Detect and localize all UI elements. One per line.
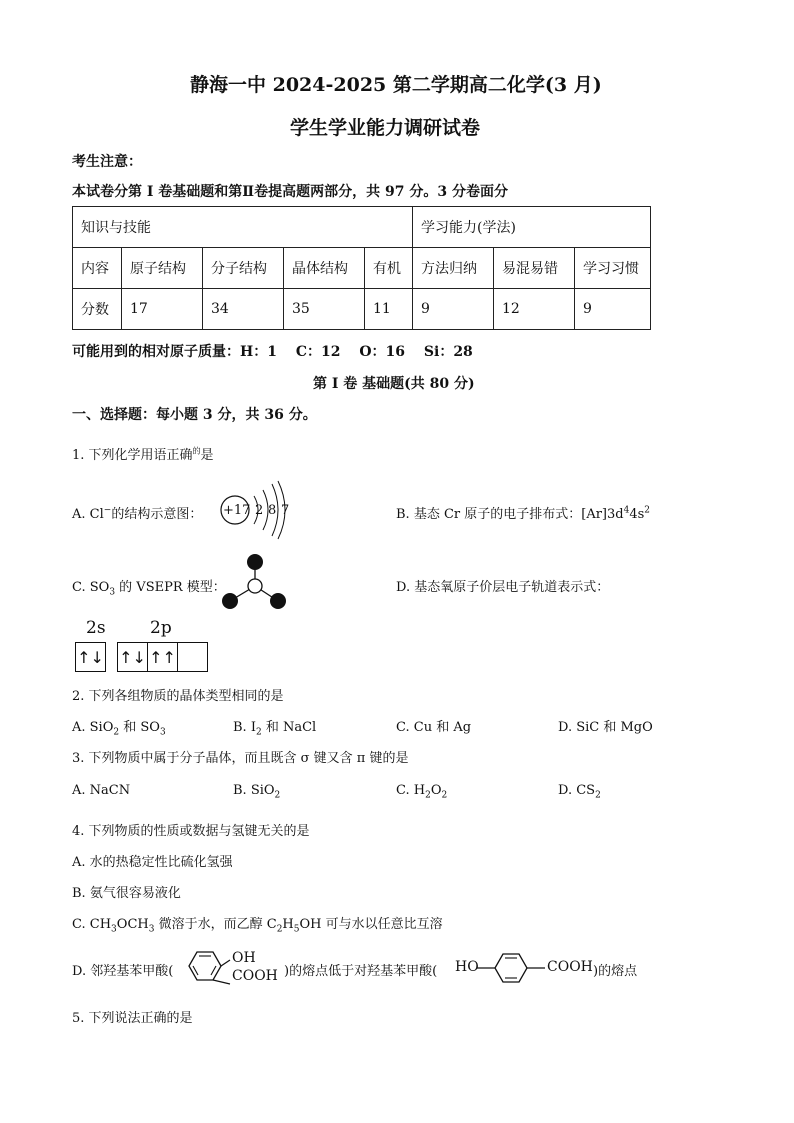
score-cell: 17 bbox=[122, 289, 203, 330]
q2-stem: 2. 下列各组物质的晶体类型相同的是 bbox=[72, 689, 284, 704]
orbital-box-2s bbox=[75, 642, 106, 672]
col-method-summary: 方法归纳 bbox=[413, 248, 494, 289]
q4-option-a: A. 水的热稳定性比硫化氢强 bbox=[72, 855, 233, 870]
row-label-content: 内容 bbox=[73, 248, 122, 289]
chlorine-nucleus-label: +17 bbox=[223, 503, 251, 518]
q4-option-d-middle: )的熔点低于对羟基苯甲酸( bbox=[284, 964, 438, 979]
q3-option-d: D. $CS_2$ bbox=[558, 783, 601, 801]
part1-title: 第 I 卷 基础题(共 80 分) bbox=[313, 376, 475, 392]
row-label-score: 分数 bbox=[73, 289, 122, 330]
col-crystal-structure: 晶体结构 bbox=[284, 248, 365, 289]
notice-text: 本试卷分第 I 卷基础题和第Ⅱ卷提高题两部分，共 97 分。3 分卷面分 bbox=[72, 184, 508, 200]
ortho-hydroxybenzoic-acid-structure bbox=[183, 946, 233, 992]
page-title-line2: 学生学业能力调研试卷 bbox=[290, 117, 481, 139]
orbital-2s-electrons: ↑↓ bbox=[77, 647, 104, 667]
q3-stem: 3. 下列物质中属于分子晶体，而且既含 σ 键又含 π 键的是 bbox=[72, 751, 409, 766]
col-atomic-structure: 原子结构 bbox=[122, 248, 203, 289]
q2-option-d: D. SiC 和 MgO bbox=[558, 720, 653, 735]
orbital-2p-electrons: ↑↓ bbox=[118, 643, 148, 671]
shell-count: 2 bbox=[255, 503, 264, 518]
score-cell: 9 bbox=[413, 289, 494, 330]
section1-title: 一、选择题：每小题 3 分，共 36 分。 bbox=[72, 407, 317, 423]
q1-option-c: C. $SO_3$ 的 VSEPR 模型： bbox=[72, 580, 226, 598]
orbital-label-2s: 2s bbox=[86, 618, 106, 638]
q3-option-c: C. $H_2O_2$ bbox=[396, 783, 448, 801]
score-cell: 12 bbox=[494, 289, 575, 330]
q2-option-c: C. Cu 和 Ag bbox=[396, 720, 472, 735]
q2-option-a: A. SiO$_2$ 和 $SO_3$ bbox=[72, 720, 166, 738]
ortho-cooh-label: COOH bbox=[232, 968, 278, 984]
q2-option-b: B. $I_2$ 和 NaCl bbox=[233, 720, 317, 738]
score-table bbox=[72, 206, 651, 330]
para-hydroxybenzoic-acid-structure bbox=[475, 950, 547, 986]
q5-stem: 5. 下列说法正确的是 bbox=[72, 1011, 193, 1026]
para-cooh-label: COOH bbox=[547, 959, 593, 975]
col-confusing-errors: 易混易错 bbox=[494, 248, 575, 289]
q4-stem: 4. 下列物质的性质或数据与氢键无关的是 bbox=[72, 824, 310, 839]
q1-option-a: A. Cl−的结构示意图： bbox=[72, 505, 203, 522]
q1-option-d: D. 基态氧原子价层电子轨道表示式： bbox=[396, 580, 610, 595]
col-organic: 有机 bbox=[365, 248, 413, 289]
group-knowledge-skills: 知识与技能 bbox=[73, 207, 413, 248]
q1-stem: 1. 下列化学用语正确$^的$是 bbox=[72, 446, 214, 463]
col-study-habits: 学习习惯 bbox=[575, 248, 651, 289]
q3-option-a: A. NaCN bbox=[72, 783, 131, 798]
para-ho-label: HO bbox=[455, 959, 479, 975]
group-learning-ability: 学习能力(学法) bbox=[413, 207, 651, 248]
score-cell: 34 bbox=[203, 289, 284, 330]
atomic-masses: 可能用到的相对原子质量：H：1 C：12 O：16 Si：28 bbox=[72, 344, 473, 360]
so3-vsepr-model-diagram bbox=[218, 550, 290, 616]
orbital-2p-electrons bbox=[178, 643, 206, 671]
orbital-2p-electrons: ↑↑ bbox=[148, 643, 178, 671]
shell-count: 8 bbox=[268, 503, 277, 518]
q4-option-b: B. 氨气很容易液化 bbox=[72, 886, 181, 901]
orbital-box-2p bbox=[117, 642, 208, 672]
q4-option-d-suffix: )的熔点 bbox=[593, 964, 638, 979]
q3-option-b: B. SiO$_2$ bbox=[233, 783, 281, 801]
col-molecular-structure: 分子结构 bbox=[203, 248, 284, 289]
score-cell: 9 bbox=[575, 289, 651, 330]
q1-option-b: B. 基态 Cr 原子的电子排布式：$[Ar]3d^44s^2$ bbox=[396, 505, 651, 522]
score-cell: 35 bbox=[284, 289, 365, 330]
page-title-line1: 静海一中 2024-2025 第二学期高二化学(3 月) bbox=[190, 74, 602, 96]
ortho-oh-label: OH bbox=[232, 950, 256, 966]
q4-option-d-prefix: D. 邻羟基苯甲酸( bbox=[72, 964, 174, 979]
notice-label: 考生注意： bbox=[72, 154, 142, 170]
shell-count: 7 bbox=[281, 503, 290, 518]
score-cell: 11 bbox=[365, 289, 413, 330]
q4-option-c: C. $CH_3OCH_3$ 微溶于水，而乙醇 $C_2H_5OH$ 可与水以任意比互溶 bbox=[72, 917, 443, 935]
orbital-label-2p: 2p bbox=[150, 618, 172, 638]
